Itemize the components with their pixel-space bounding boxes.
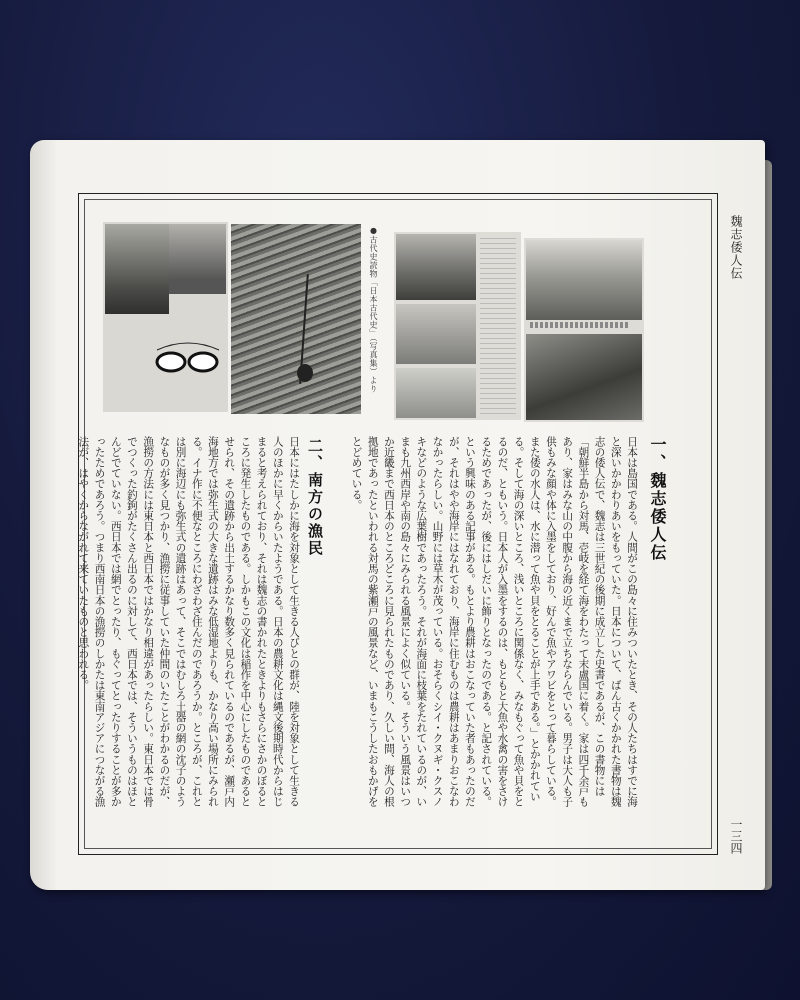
photo-fishermen-net [524, 238, 644, 422]
goggles-illustration [153, 342, 223, 374]
section-1-text: 日本は島国である。人間がこの島々に住みついたとき、その人たちはすでに海と深いかかわりあいをもっていた。日本について、ばん古くかかれた書物は魏志の倭人伝で、魏志は三世紀の後期に成立した史書であるが、この書物には「朝鮮半島から対馬、壱岐を経て海をわたって末盧国に着く。家は四千余戸もあり、家はみな山の中腹から海の近くまで立ちならんでいる。男子は大人も子供もみな顔や体に入墨をしており、好んで魚やアワビをとって暮らしている。また倭の水人は、水に潜って魚や貝をとることが上手である。」とかかれている。そして海の深いところ、浅いところに関係なく、みなもぐって魚や貝をとるのだ、ともいう。日本人が入墨をするのは、もともと大魚や水禽の害をさけるためであったが、後にはしだいに飾りとなったのである。と記されている。という興味のある記事がある。もとより農耕はおこなっていた者もあったのだが、それはやや海岸にはなれており、海岸に住むものは農耕はあまりおこなわなかったらしい。山野には草木が茂っている。おそらくシイ・クヌギ・クスノキなどのような広葉樹であったろう。それが海面に枝葉をたれているのが、いまも九州西岸や南の島々にみられる風景によく似ている。そういう風景はいつか近畿まで西日本のところどころに見られたものであり、久しい間、海人の根拠地であったといわれる対馬の紫瀬戸の風景など、いまもこうしたおもかげをとどめている。 [350, 436, 638, 807]
photo-caption: ●古代史読物「日本古代史」（写真集）より [369, 226, 378, 393]
running-head: 魏志倭人伝 [729, 215, 743, 280]
photo-swimmers-and-goggles [103, 222, 228, 412]
section-heading-2: 二、南方の漁民 [306, 438, 324, 557]
photo-beach-page [394, 232, 521, 420]
page-number: 一三四 [729, 818, 743, 854]
photo-diver-in-sea [231, 224, 361, 414]
section-heading-1: 一、魏志倭人伝 [648, 436, 667, 562]
section-2-text: 日本にはたしかに海を対象として生きる人びとの群が、陸を対象として生きる人のほかに早くからいたようである。日本の農耕文化は縄文後期時代からはじまると考えられており、それは魏志の書かれたときよりもさらにさかのぼるところに発生したものである。しかもこの文化は稲作を中心にしたものであるとせられ、その遺跡から出土するかなり数多く見られているのであるが、瀬戸内海地方では弥生式の大きな遺跡はみな低湿地よりも、かなり高い場所にみられる。イナ作に不便なところにわざわざ住んだのであろうか。ところが、これとは別に海辺にも弥生式の遺跡はあって、そこではむしろ土器の網の沈子のようなものが多く見つかり、漁撈に従事していた仲間のいたことがわかるのだが、漁撈の方法には東日本と西日本ではかなり相違があったらしい。東日本では骨でつくった釣鉤がたくさん出るのに対して、西日本では、そういうものはほとんどでていない。西日本では網でとったり、もぐってとったりすることが多かったためであろう。つまり西南日本の漁撈のしかたは東南アジアにつながる漁法が、はやくからながれて来ていたものと思われる。 [77, 436, 300, 807]
